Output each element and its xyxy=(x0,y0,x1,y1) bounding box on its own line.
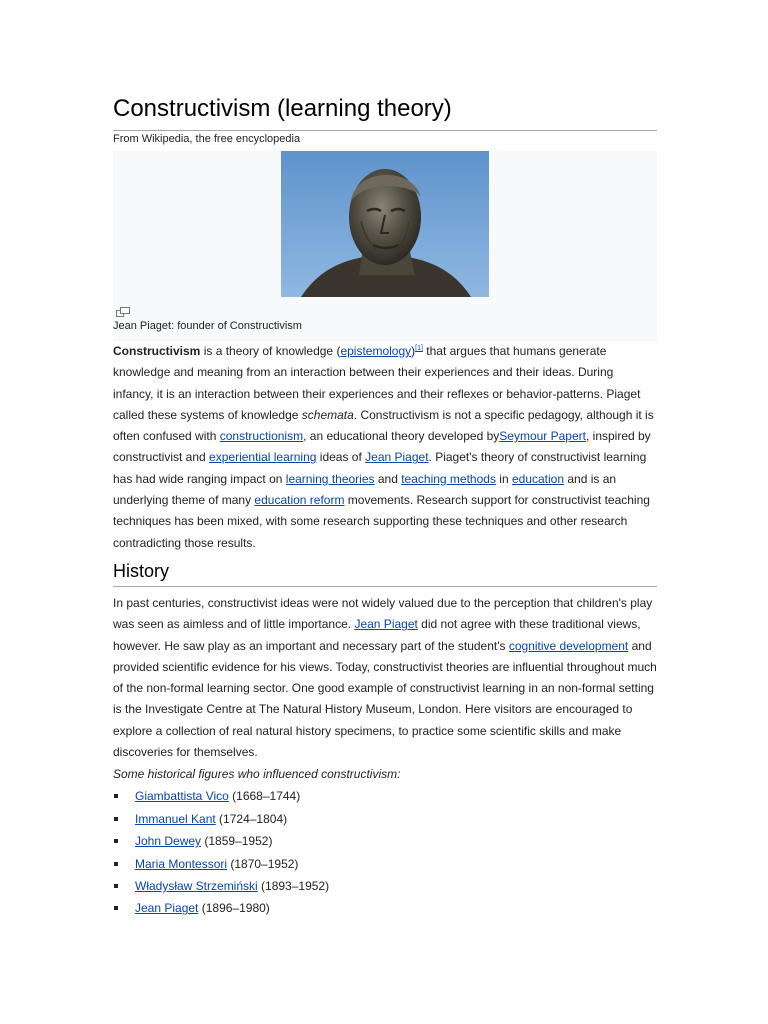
figure-years: (1724–1804) xyxy=(215,811,288,826)
page-title: Constructivism (learning theory) xyxy=(113,90,657,131)
history-paragraph xyxy=(113,593,657,763)
link-figure-name[interactable]: Giambattista Vico xyxy=(135,789,229,804)
text: In past centuries, constructivist ideas were not widely valued due to the perception that children's play was seen as aimless and of little importance. xyxy=(113,595,653,632)
figure-caption: Jean Piaget: founder of Constructivism xyxy=(113,320,302,332)
thumbnail-figure xyxy=(113,151,657,341)
list-item xyxy=(113,897,657,919)
list-item xyxy=(113,875,657,897)
text: and is an underlying theme of many xyxy=(113,471,617,508)
list-item xyxy=(113,785,657,807)
link-figure-name[interactable]: Jean Piaget xyxy=(135,901,199,916)
schemata-term: schemata xyxy=(301,407,354,422)
text: and provided scientific evidence for his views. Today, constructivist theories are influential throughout much of the non-formal learning sector. One good example of constructivist learning in an non-formal setting is the Investigate Centre at The Natural History Museum, London. Here visitors are encouraged to explore a collection of real natural history specimens, to practice some scientific skills and make discoveries for themselves. xyxy=(113,638,657,760)
figure-years: (1893–1952) xyxy=(257,878,330,893)
reference-1[interactable]: [1] xyxy=(415,345,423,352)
bullet-icon xyxy=(114,884,118,888)
article xyxy=(113,90,657,920)
text: . Constructivism is not a specific pedagogy, although it is often confused with xyxy=(113,407,654,444)
text: did not agree with these traditional views, however. He saw play as an important and necessary part of the student's xyxy=(113,617,641,653)
text: in xyxy=(495,471,512,486)
link-education-reform[interactable]: education reform xyxy=(254,493,345,508)
text: , an educational theory developed by xyxy=(303,429,500,444)
figure-years: (1870–1952) xyxy=(227,856,299,871)
figure-years: (1668–1744) xyxy=(228,789,301,804)
list-item xyxy=(113,808,657,830)
text: movements. Research support for constructivist teaching techniques has been mixed, with some research supporting these techniques and other research contradicting those results. xyxy=(113,493,650,550)
link-seymour-papert[interactable]: Seymour Papert xyxy=(499,429,586,444)
site-tagline: From Wikipedia, the free encyclopedia xyxy=(113,133,301,145)
link-figure-name[interactable]: Władysław Strzemiński xyxy=(135,878,258,893)
link-experiential-learning[interactable]: experiential learning xyxy=(209,450,317,465)
link-figure-name[interactable]: John Dewey xyxy=(135,834,202,849)
bullet-icon xyxy=(114,794,118,798)
enlarge-icon[interactable] xyxy=(116,304,130,314)
figure-years: (1859–1952) xyxy=(201,834,273,849)
bust-statue-photo[interactable] xyxy=(281,151,489,297)
historical-figures-list xyxy=(113,785,657,919)
link-figure-name[interactable]: Immanuel Kant xyxy=(135,811,216,826)
text: and xyxy=(374,471,402,486)
link-education[interactable]: education xyxy=(511,471,565,486)
lead-term: Constructivism xyxy=(113,344,201,358)
link-epistemology[interactable]: epistemology xyxy=(340,344,412,358)
link-jean-piaget[interactable]: Jean Piaget xyxy=(354,617,418,632)
list-item xyxy=(113,853,657,875)
link-constructionism[interactable]: constructionism xyxy=(219,429,304,444)
bullet-icon xyxy=(114,817,118,821)
link-jean-piaget[interactable]: Jean Piaget xyxy=(365,450,429,465)
link-learning-theories[interactable]: learning theories xyxy=(285,471,375,486)
influence-intro: Some historical figures who influenced constructivism: xyxy=(113,767,401,782)
section-heading-history: History xyxy=(113,558,657,587)
intro-paragraph xyxy=(113,341,657,554)
figure-years: (1896–1980) xyxy=(198,901,270,916)
link-teaching-methods[interactable]: teaching methods xyxy=(401,471,496,486)
bullet-icon xyxy=(114,862,118,866)
list-item xyxy=(113,830,657,852)
text: ideas of xyxy=(316,450,366,465)
text: is a theory of knowledge ( xyxy=(200,344,341,358)
link-cognitive-development[interactable]: cognitive development xyxy=(508,638,629,653)
text: ) xyxy=(411,344,416,358)
text: that argues that humans generate knowledge and meaning from an interaction between their experiences and their ideas. During infancy, it is an interaction between their experiences and their reflexes or behavior-patterns. Piaget called these systems of knowledge xyxy=(113,344,641,422)
text: . Piaget's theory of constructivist learning has had wide ranging impact on xyxy=(113,450,647,486)
bullet-icon xyxy=(114,906,118,910)
text: , inspired by constructivist and xyxy=(113,429,651,465)
link-figure-name[interactable]: Maria Montessori xyxy=(135,856,228,871)
bullet-icon xyxy=(114,839,118,843)
